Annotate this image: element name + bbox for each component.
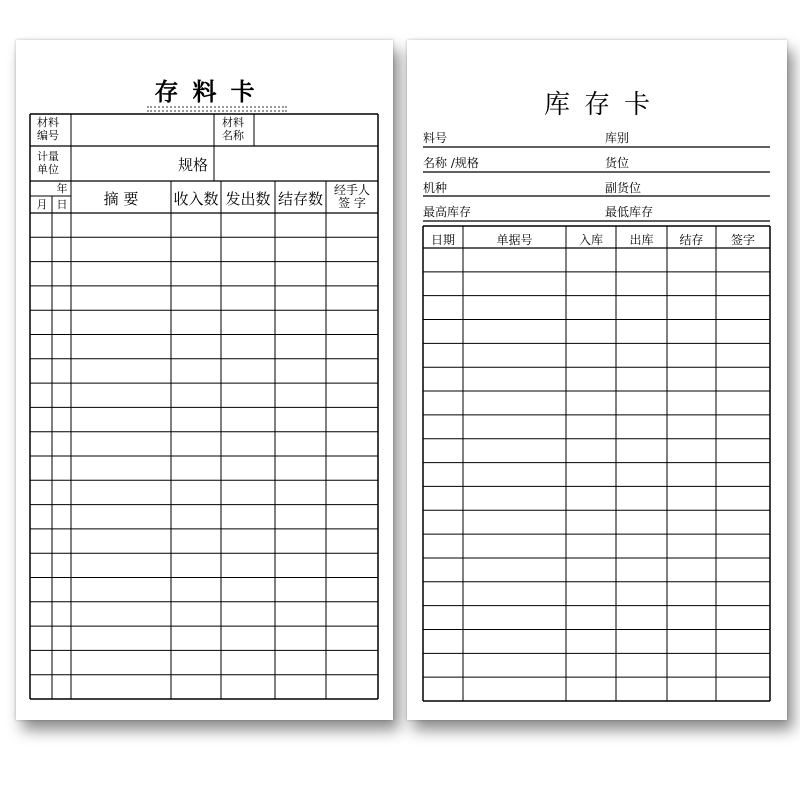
inventory-card-right: [407, 40, 787, 720]
col-doc-no-header: 单据号: [496, 233, 533, 247]
label-line: 签 字: [338, 196, 366, 210]
label-line: 单位: [37, 163, 59, 176]
day-label: 日: [56, 198, 68, 211]
label-line: 材料: [222, 116, 244, 129]
unit-label: [30, 150, 66, 176]
name-spec-label: 名称 /规格: [423, 156, 479, 170]
year-label: 年: [56, 182, 68, 195]
item-no-label: 料号: [423, 131, 448, 145]
col-balance-header: 结存数: [277, 190, 323, 208]
left-card-title: 存料卡: [154, 78, 269, 106]
col-balance-header: 结存: [679, 233, 704, 247]
right-card-title: 库存卡: [543, 90, 664, 120]
col-summary-header: 摘 要: [103, 190, 139, 208]
col-received-header: 收入数: [173, 190, 219, 208]
material-no-label: [30, 116, 66, 142]
label-line: 计量: [37, 150, 59, 163]
col-out-header: 出库: [629, 233, 654, 247]
min-stock-label: 最低库存: [605, 205, 654, 219]
month-label: 月: [36, 198, 48, 211]
label-line: 经手人: [333, 183, 370, 197]
material-name-label: [214, 116, 252, 142]
label-line: 编号: [37, 129, 59, 142]
spec-label: 规格: [177, 156, 208, 174]
model-label: 机种: [423, 181, 448, 195]
col-handler-header: [326, 184, 378, 210]
location-label: 货位: [605, 156, 630, 170]
col-sign-header: 签字: [730, 233, 755, 247]
max-stock-label: 最高库存: [423, 205, 472, 219]
col-date-header: 日期: [430, 233, 455, 247]
warehouse-label: 库别: [605, 131, 630, 145]
label-line: 名称: [222, 129, 244, 142]
col-in-header: 入库: [578, 233, 603, 247]
left-card-grid: [16, 40, 393, 720]
label-line: 材料: [37, 116, 59, 129]
right-card-grid: [407, 40, 787, 720]
sub-location-label: 副货位: [605, 181, 642, 195]
inventory-card-left: [16, 40, 393, 720]
col-issued-header: 发出数: [225, 190, 271, 208]
